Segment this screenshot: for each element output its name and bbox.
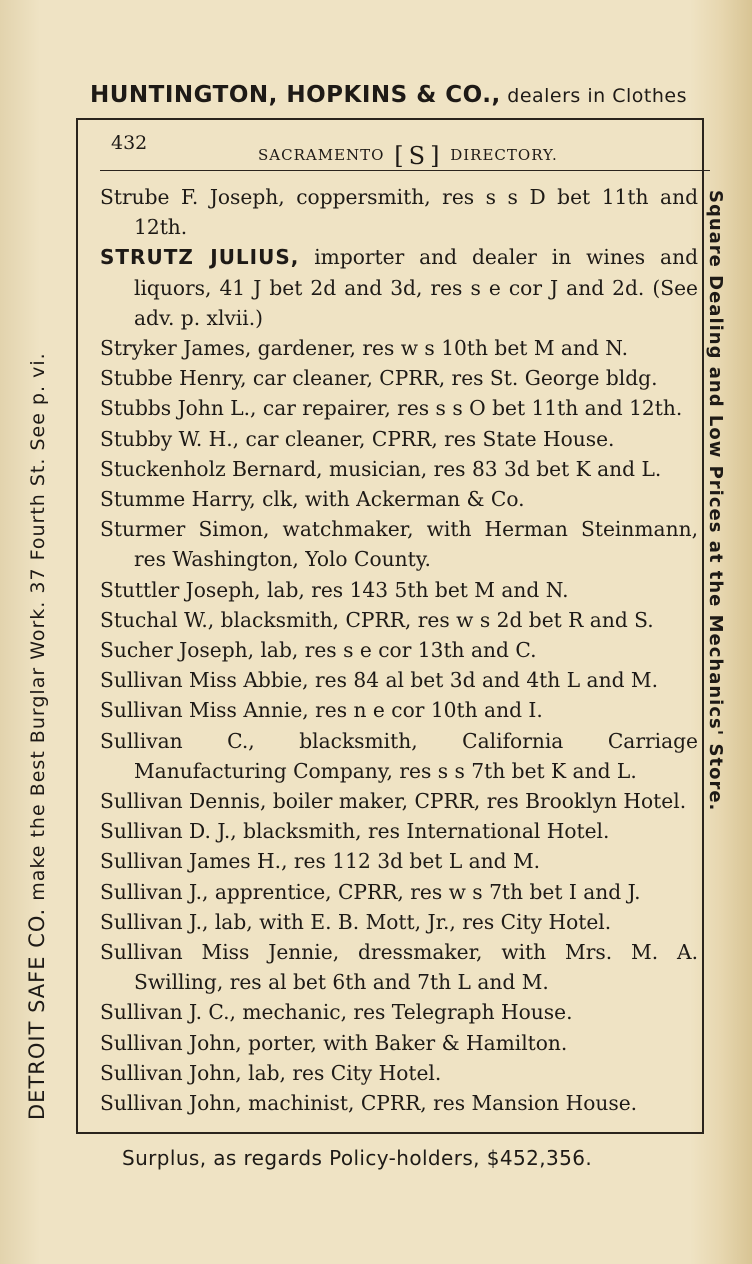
directory-entry — [100, 484, 698, 514]
entry-text: Sturmer Simon, watchmaker, with Herman Steinmann, res Washington, Yolo County. — [100, 517, 698, 572]
directory-entry — [100, 786, 698, 816]
entry-text: Sullivan D. J., blacksmith, res International Hotel. — [100, 819, 610, 844]
entry-text: Stubbs John L., car repairer, res s s O bet 11th and 12th. — [100, 396, 683, 421]
top-ad-tail: dealers in Clothes — [500, 85, 687, 107]
left-margin-advertisement — [25, 120, 49, 1120]
left-ad-company: DETROIT SAFE CO. — [25, 907, 49, 1120]
directory-entry — [100, 182, 698, 242]
section-letter: S — [408, 142, 427, 170]
directory-entry — [100, 1058, 698, 1088]
entry-text: Sullivan J. C., mechanic, res Telegraph House. — [100, 1000, 573, 1025]
directory-entry — [100, 1088, 698, 1118]
directory-entries — [100, 182, 698, 1118]
left-ad-text: make the Best Burglar Work. 37 Fourth St. See p. vi. — [27, 352, 49, 901]
directory-entry — [100, 1028, 698, 1058]
entry-text: Sullivan John, porter, with Baker & Hamilton. — [100, 1030, 568, 1055]
right-ad-text: Square Dealing and Low Prices at the Mechanics' Store. — [705, 190, 726, 812]
directory-entry — [100, 816, 698, 846]
directory-entry — [100, 242, 698, 333]
entry-text: Strube F. Joseph, coppersmith, res s s D bet 11th and 12th. — [100, 185, 698, 240]
entry-text: Sullivan John, machinist, CPRR, res Mansion House. — [100, 1091, 638, 1116]
directory-entry — [100, 333, 698, 363]
entry-text: importer and dealer in wines and liquors, 41 J bet 2d and 3d, res s e cor J and 2d. (See adv. p. xlvii.) — [134, 245, 698, 330]
directory-entry — [100, 635, 698, 665]
directory-entry — [100, 937, 698, 997]
directory-entry — [100, 393, 698, 423]
directory-entry — [100, 363, 698, 393]
entry-text: Stubbe Henry, car cleaner, CPRR, res St. George bldg. — [100, 366, 658, 391]
entry-name: STRUTZ JULIUS, — [100, 245, 300, 270]
open-bracket: [ — [394, 142, 405, 170]
entry-text: Stryker James, gardener, res w s 10th bet M and N. — [100, 336, 629, 361]
bottom-advertisement — [122, 1146, 592, 1170]
entry-text: Stuckenholz Bernard, musician, res 83 3d bet K and L. — [100, 456, 662, 481]
entry-text: Sucher Joseph, lab, res s e cor 13th and C. — [100, 638, 537, 663]
page-number: 432 — [111, 132, 148, 154]
directory-entry — [100, 695, 698, 725]
entry-text: Sullivan James H., res 112 3d bet L and M. — [100, 849, 541, 874]
directory-entry — [100, 997, 698, 1027]
entry-text: Sullivan Dennis, boiler maker, CPRR, res Brooklyn Hotel. — [100, 789, 687, 814]
entry-text: Sullivan J., apprentice, CPRR, res w s 7th bet I and J. — [100, 879, 641, 904]
directory-entry — [100, 605, 698, 635]
entry-text: Stubby W. H., car cleaner, CPRR, res State House. — [100, 426, 615, 451]
directory-entry — [100, 907, 698, 937]
directory-entry — [100, 877, 698, 907]
entry-text: Sullivan Miss Jennie, dressmaker, with Mrs. M. A. Swilling, res al bet 6th and 7th L and M. — [100, 940, 698, 995]
directory-entry — [100, 846, 698, 876]
close-bracket: ] — [430, 142, 441, 170]
right-margin-advertisement — [705, 190, 726, 1090]
directory-entry — [100, 726, 698, 786]
entry-text: Sullivan Miss Annie, res n e cor 10th and I. — [100, 698, 543, 723]
entry-text: Stuttler Joseph, lab, res 143 5th bet M and N. — [100, 577, 569, 602]
directory-entry — [100, 454, 698, 484]
entry-text: Sullivan J., lab, with E. B. Mott, Jr., res City Hotel. — [100, 909, 612, 934]
entry-text: Sullivan C., blacksmith, California Carriage Manufacturing Company, res s s 7th bet K and L. — [100, 728, 698, 783]
top-advertisement — [90, 82, 720, 108]
directory-entry — [100, 514, 698, 574]
header-rule — [100, 170, 710, 171]
directory-entry — [100, 665, 698, 695]
running-head-left: SACRAMENTO — [258, 146, 385, 164]
bottom-ad-text: Surplus, as regards Policy-holders, $452,356. — [122, 1146, 593, 1170]
entry-text: Sullivan Miss Abbie, res 84 al bet 3d and 4th L and M. — [100, 668, 658, 693]
directory-entry — [100, 575, 698, 605]
entry-text: Stuchal W., blacksmith, CPRR, res w s 2d bet R and S. — [100, 607, 654, 632]
entry-text: Sullivan John, lab, res City Hotel. — [100, 1060, 442, 1085]
directory-entry — [100, 424, 698, 454]
running-head — [258, 138, 558, 170]
top-ad-company: HUNTINGTON, HOPKINS & CO., — [90, 82, 501, 108]
entry-text: Stumme Harry, clk, with Ackerman & Co. — [100, 487, 525, 512]
running-head-right: DIRECTORY. — [450, 146, 558, 164]
